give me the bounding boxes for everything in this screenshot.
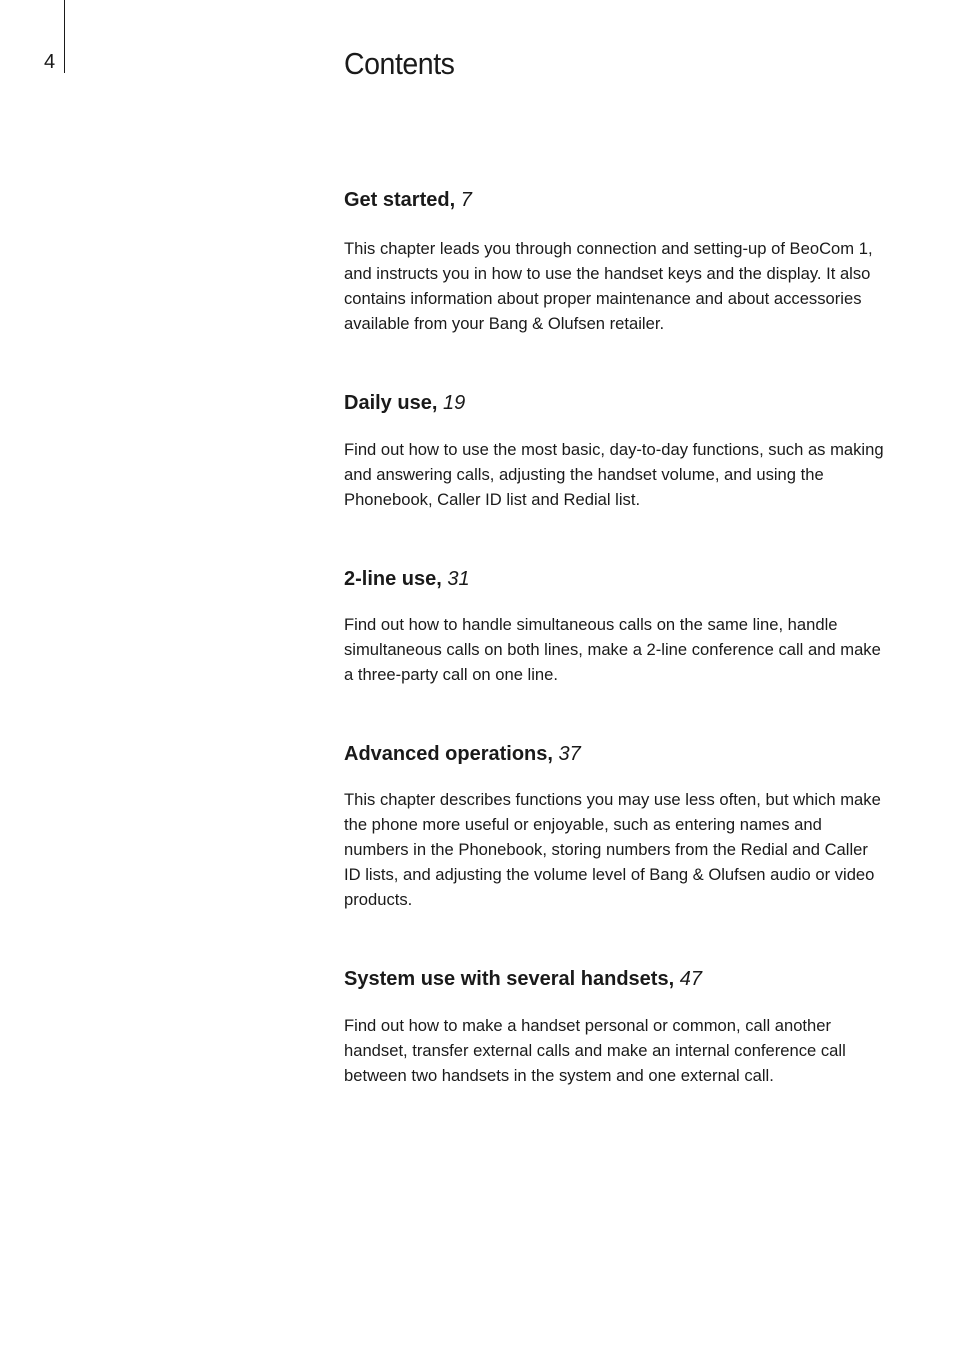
section-description: This chapter describes functions you may use less often, but which make the phone more useful or enjoyable, such as entering names and numbers in the Phonebook, storing numbers from the Redial and Caller ID lists, and adjusting the volume level of Bang & Olufsen audio or video products.	[344, 790, 881, 909]
page-number: 4	[44, 51, 56, 73]
section-page-ref: 7	[460, 189, 472, 211]
section-heading	[344, 566, 470, 592]
section-title: Get started,	[344, 189, 456, 211]
section-page-ref: 47	[679, 968, 702, 990]
section-title: Daily use,	[344, 392, 438, 414]
section-heading	[344, 390, 465, 416]
section-page-ref: 19	[442, 392, 466, 414]
page-title: Contents	[344, 46, 455, 81]
margin-rule	[64, 0, 65, 73]
section-description: Find out how to handle simultaneous calls on the same line, handle simultaneous calls on both lines, make a 2-line conference call and make a three-party call on one line.	[344, 615, 881, 684]
section-title: Advanced operations,	[344, 743, 553, 765]
section-heading	[344, 966, 702, 992]
section-description: Find out how to use the most basic, day-to-day functions, such as making and answering calls, adjusting the handset volume, and using the Phonebook, Caller ID list and Redial list.	[344, 440, 884, 509]
section-title: System use with several handsets,	[344, 968, 675, 990]
section-title: 2-line use,	[344, 568, 442, 590]
section-description: Find out how to make a handset personal or common, call another handset, transfer external calls and make an internal conference call between two handsets in the system and one external call.	[344, 1016, 846, 1085]
section-page-ref: 31	[447, 568, 470, 590]
section-description: This chapter leads you through connection and setting-up of BeoCom 1, and instructs you in how to use the handset keys and the display. It also contains information about proper maintenance and about accessories available from your Bang & Olufsen retailer.	[344, 239, 873, 333]
section-heading	[344, 187, 472, 213]
section-heading	[344, 741, 581, 767]
section-page-ref: 37	[558, 743, 581, 765]
